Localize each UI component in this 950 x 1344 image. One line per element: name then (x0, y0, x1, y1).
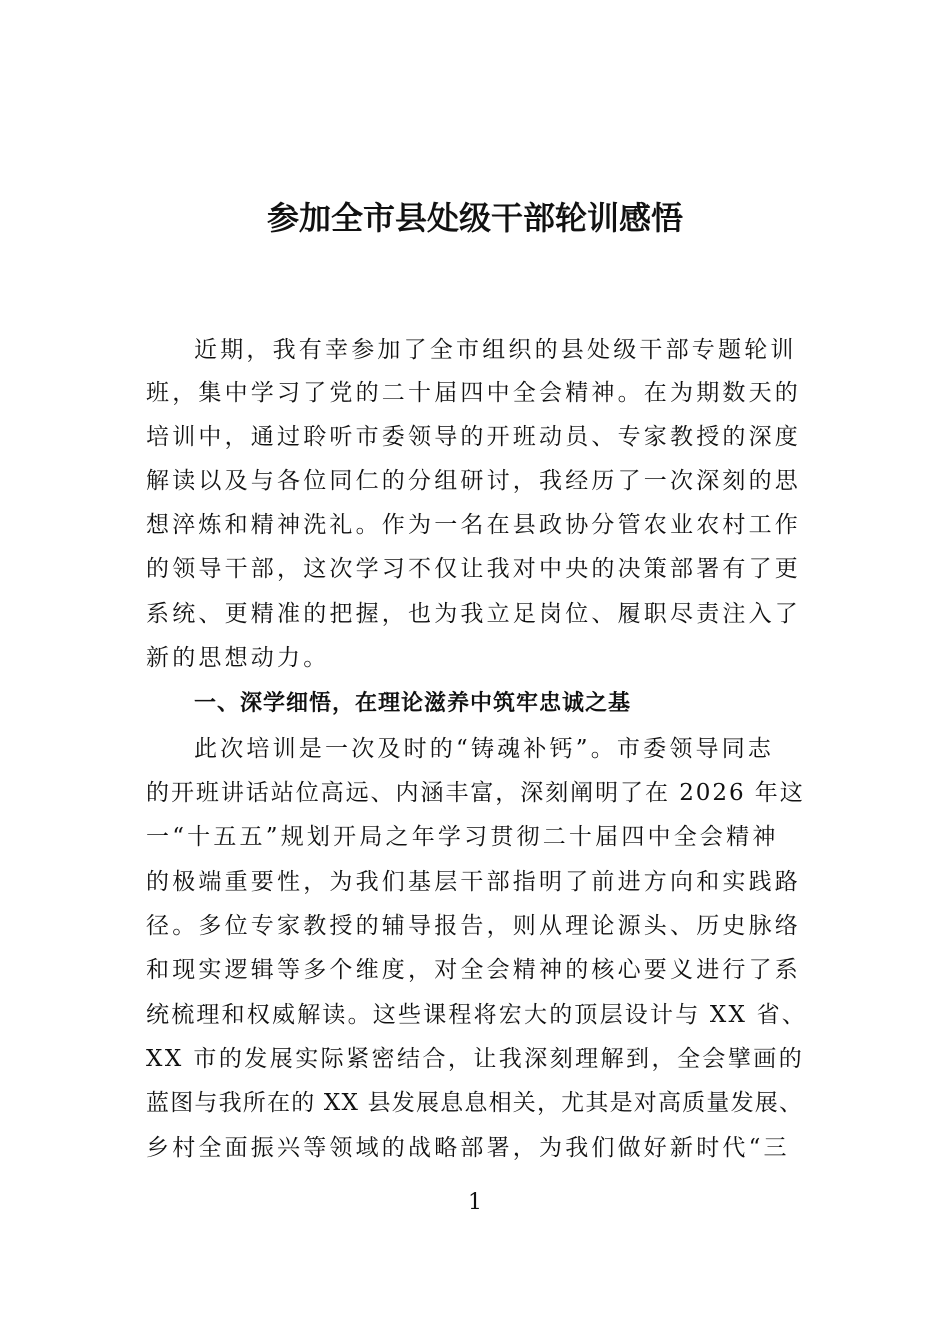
paragraph-line: 系统、更精准的把握，也为我立足岗位、履职尽责注入了 (146, 601, 801, 627)
page-number: 1 (468, 1190, 482, 1215)
paragraph-line: 的极端重要性，为我们基层干部指明了前进方向和实践路 (146, 869, 801, 895)
section-heading: 一、深学细悟，在理论滋养中筑牢忠诚之基 (194, 691, 632, 716)
paragraph-line: 和现实逻辑等多个维度，对全会精神的核心要义进行了系 (146, 957, 801, 983)
paragraph-line: 新的思想动力。 (146, 645, 330, 671)
paragraph-line: 的开班讲话站位高远、内涵丰富，深刻阐明了在 2026 年这 (146, 780, 805, 806)
paragraph-line: 统梳理和权威解读。这些课程将宏大的顶层设计与 XX 省、 (146, 1002, 807, 1028)
paragraph-line: 蓝图与我所在的 XX 县发展息息相关，尤其是对高质量发展、 (146, 1090, 804, 1116)
document-title: 参加全市县处级干部轮训感悟 (266, 199, 683, 237)
paragraph-line: 班，集中学习了党的二十届四中全会精神。在为期数天的 (146, 380, 801, 406)
paragraph-line: 乡村全面振兴等领域的战略部署，为我们做好新时代“三 (146, 1135, 790, 1161)
paragraph-line: 近期，我有幸参加了全市组织的县处级干部专题轮训 (194, 337, 797, 363)
paragraph-line: 此次培训是一次及时的“铸魂补钙”。市委领导同志 (194, 736, 775, 762)
paragraph-line: 径。多位专家教授的辅导报告，则从理论源头、历史脉络 (146, 913, 801, 939)
paragraph-line: 培训中，通过聆听市委领导的开班动员、专家教授的深度 (146, 424, 801, 450)
paragraph-line: XX 市的发展实际紧密结合，让我深刻理解到，全会擘画的 (146, 1046, 805, 1072)
paragraph-line: 一“十五五”规划开局之年学习贯彻二十届四中全会精神 (146, 824, 779, 850)
paragraph-line: 的领导干部，这次学习不仅让我对中央的决策部署有了更 (146, 556, 801, 582)
paragraph-line: 解读以及与各位同仁的分组研讨，我经历了一次深刻的思 (146, 468, 801, 494)
paragraph-line: 想淬炼和精神洗礼。作为一名在县政协分管农业农村工作 (146, 512, 801, 538)
